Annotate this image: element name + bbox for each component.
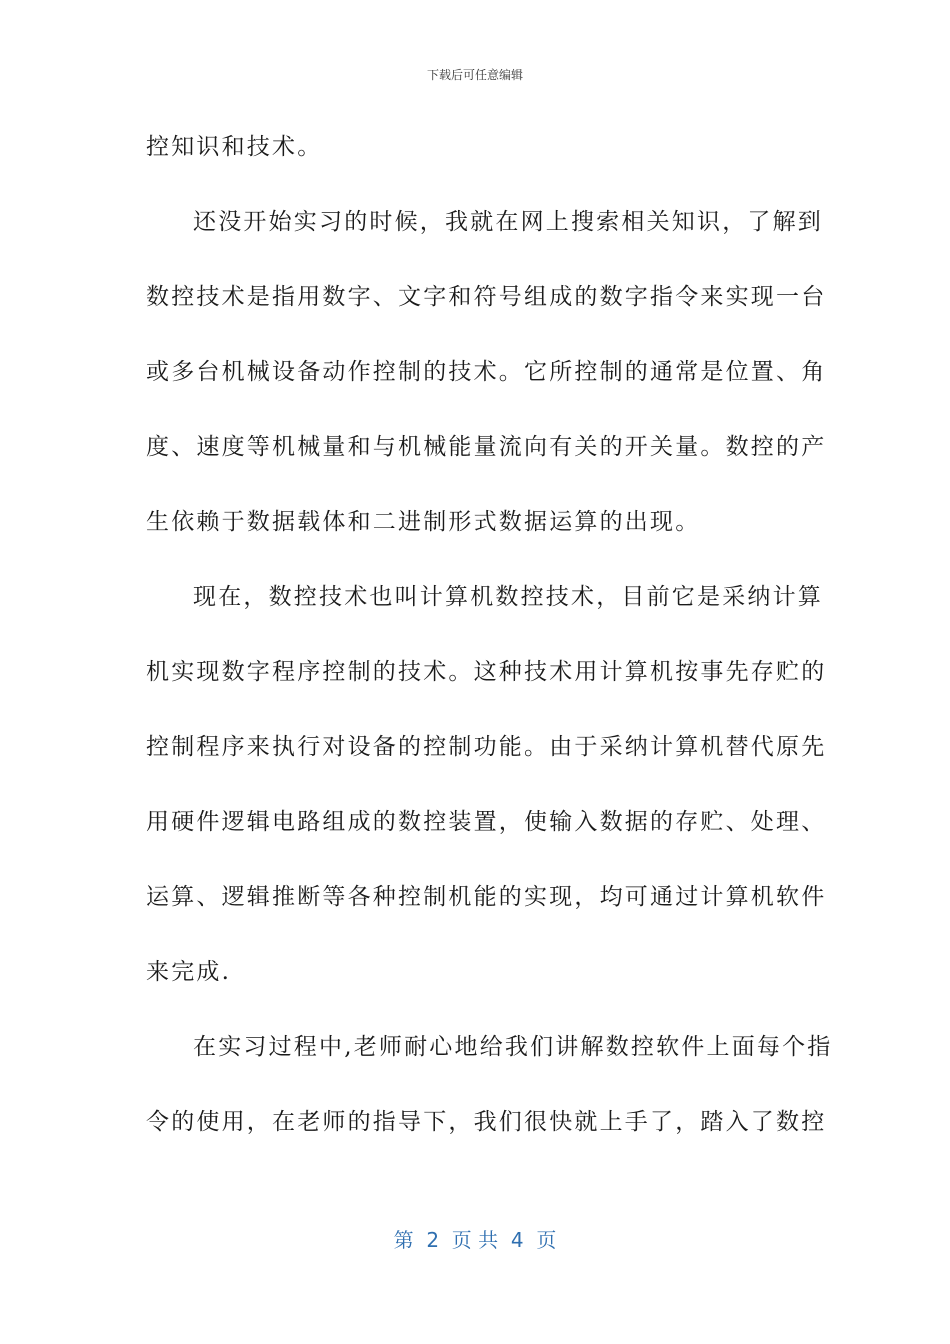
paragraph-first-line: 在实习过程中,老师耐心地给我们讲解数控软件上面每个指: [193, 1034, 833, 1060]
text-line: 生依赖于数据载体和二进制形式数据运算的出现。: [146, 509, 701, 535]
text-line: 机实现数字程序控制的技术。这种技术用计算机按事先存贮的: [146, 659, 827, 685]
text-line: 度、速度等机械量和与机械能量流向有关的开关量。数控的产: [146, 434, 827, 460]
header-note: 下载后可任意编辑: [426, 68, 523, 82]
text-line: 或多台机械设备动作控制的技术。它所控制的通常是位置、角: [146, 359, 827, 385]
text-line: 令的使用，在老师的指导下，我们很快就上手了，踏入了数控: [146, 1109, 827, 1135]
paragraph-first-line: 还没开始实习的时候，我就在网上搜索相关知识，了解到: [193, 209, 823, 235]
page-number-footer: 第 2 页 共 4 页: [393, 1228, 557, 1252]
text-line: 用硬件逻辑电路组成的数控装置，使输入数据的存贮、处理、: [146, 809, 827, 835]
text-line: 控制程序来执行对设备的控制功能。由于采纳计算机替代原先: [146, 734, 827, 760]
text-line: 控知识和技术。: [146, 134, 323, 160]
paragraph-first-line: 现在，数控技术也叫计算机数控技术，目前它是采纳计算: [193, 584, 823, 610]
text-line: 运算、逻辑推断等各种控制机能的实现，均可通过计算机软件: [146, 884, 827, 910]
text-line: 来完成.: [146, 959, 232, 985]
text-line: 数控技术是指用数字、文字和符号组成的数字指令来实现一台: [146, 284, 827, 310]
document-body: [146, 127, 833, 1177]
